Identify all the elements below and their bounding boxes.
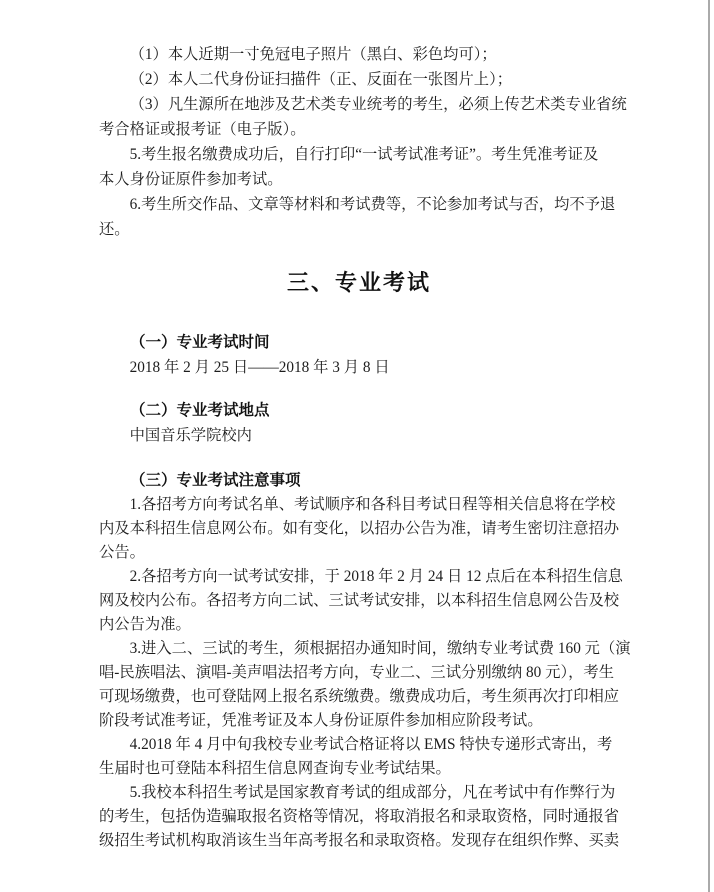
text-line: 内及本科招生信息网公布。如有变化，以招办公告为准，请考生密切注意招办 [99,520,620,537]
text-line: （3）凡生源所在地涉及艺术类专业统考的考生，必须上传艺术类专业省统 [129,96,627,113]
text-line: 阶段考试准考证，凭准考证及本人身份证原件参加相应阶段考试。 [99,712,543,729]
text-line: （1）本人近期一寸免冠电子照片（黑白、彩色均可）； [129,46,497,63]
text-line: 2.各招考方向一试考试安排，于 2018 年 2 月 24 日 12 点后在本科招生信息 [129,568,623,585]
text-line: 考合格证或报考证（电子版）。 [99,121,306,138]
text-line: 内公告为准。 [99,616,191,633]
text-line: 可现场缴费，也可登陆网上报名系统缴费。缴费成功后，考生须再次打印相应 [99,688,620,705]
text-line: 5.考生报名缴费成功后，自行打印“一试考试准考证”。考生凭准考证及 [129,146,599,163]
text-line: 1.各招考方向考试名单、考试顺序和各科目考试日程等相关信息将在学校 [129,496,616,513]
text-line: 本人身份证原件参加考试。 [99,171,283,188]
text-line: 的考生，包括伪造骗取报名资格等情况，将取消报名和录取资格，同时通报省 [99,808,620,825]
text-line: 生届时也可登陆本科招生信息网查询专业考试结果。 [99,760,451,777]
text-line: 唱-民族唱法、演唱-美声唱法招考方向，专业二、三试分别缴纳 80 元），考生 [99,664,614,681]
text-line: 网及校内公布。各招考方向二试、三试考试安排，以本科招生信息网公告及校 [99,592,620,609]
exam-period-line: 2018 年 2 月 25 日——2018 年 3 月 8 日 [129,359,390,376]
subsection-heading-notes: （三）专业考试注意事项 [130,472,301,489]
page-right-edge-line [708,0,710,892]
text-line: 6.考生所交作品、文章等材料和考试费等，不论参加考试与否，均不予退 [129,196,616,213]
text-line: 还。 [99,221,130,238]
subsection-heading-location: （二）专业考试地点 [130,402,270,419]
text-line: （2）本人二代身份证扫描件（正、反面在一张图片上）； [129,71,513,88]
text-line: 3.进入二、三试的考生，须根据招办通知时间，缴纳专业考试费 160 元（演 [129,640,631,657]
document-text-column [99,0,631,853]
subsection-heading-time: （一）专业考试时间 [130,334,270,351]
text-line: 公告。 [99,544,145,561]
text-line: 4.2018 年 4 月中旬我校专业考试合格证将以 EMS 特快专递形式寄出，考 [129,736,613,753]
section-heading: 三、专业考试 [286,270,431,295]
exam-location-line: 中国音乐学院校内 [129,427,252,444]
text-line: 级招生考试机构取消该生当年高考报名和录取资格。发现存在组织作弊、买卖 [99,832,620,849]
text-line: 5.我校本科招生考试是国家教育考试的组成部分，凡在考试中有作弊行为 [129,784,616,801]
